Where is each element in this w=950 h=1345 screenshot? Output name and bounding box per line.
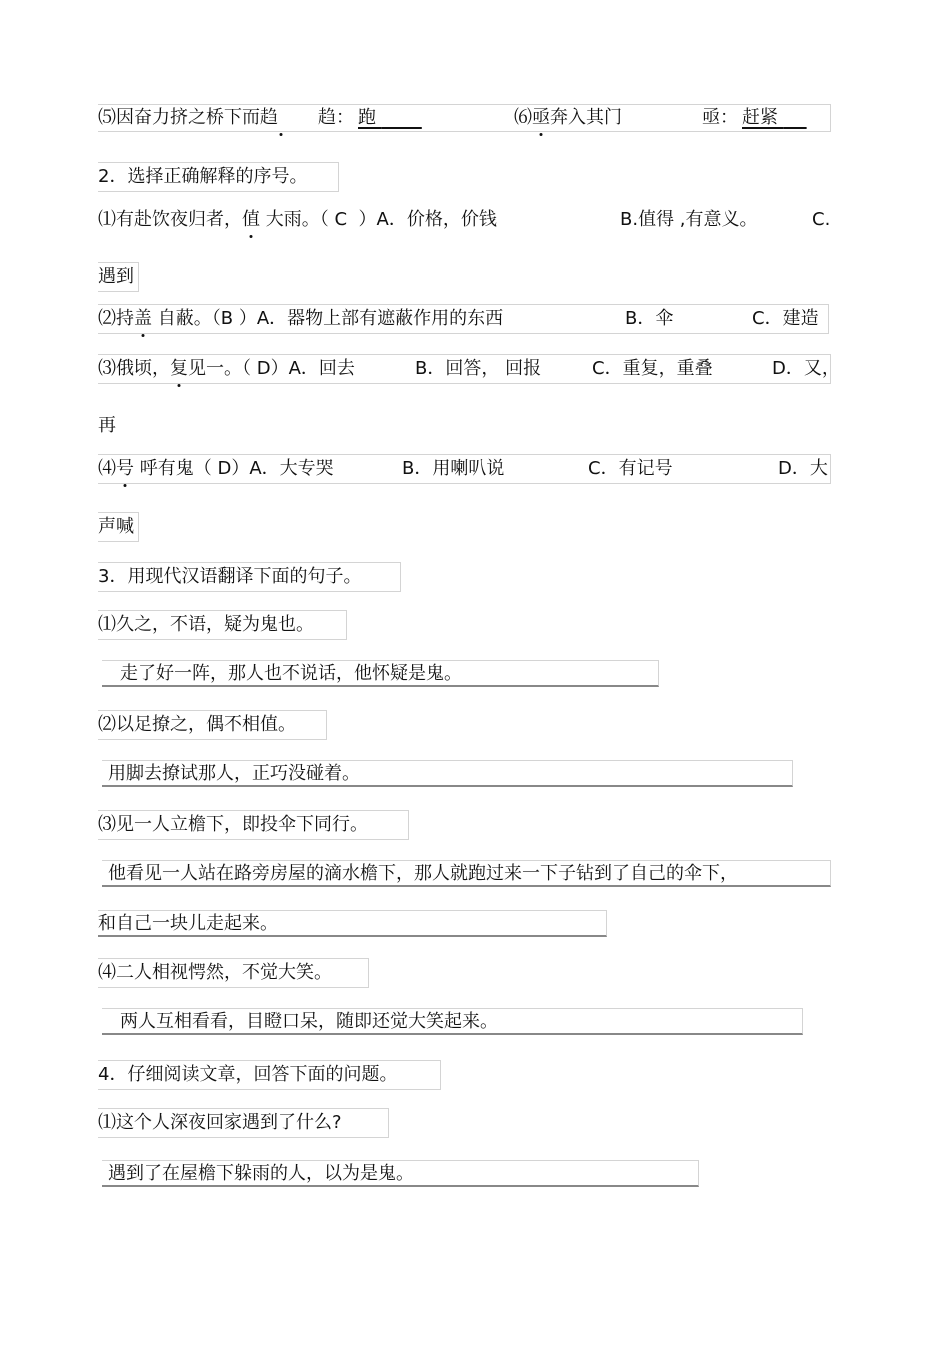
q2-s3-word: 复 (170, 358, 188, 379)
q1-item6-answer (742, 106, 807, 130)
q2-s3-answer: D (256, 358, 271, 379)
q2-s4-option-a: ）A．大专哭 (231, 458, 334, 479)
q2-s4-text-b: 呼有鬼（ (139, 458, 212, 479)
q2-s4-option-c: C．有记号 (588, 458, 673, 479)
q1-item5-key: 趋： (318, 107, 354, 128)
q2-s1-option-b: B.值得 ,有意义。 (620, 209, 758, 230)
q2-s2-text-b: 自蔽。（ (157, 308, 221, 329)
q1-item5-answer-text: 跑 (358, 107, 382, 128)
q4-title: 4．仔细阅读文章，回答下面的问题。 (98, 1064, 398, 1085)
q4-item1: ⑴这个人深夜回家遇到了什么? (98, 1112, 342, 1133)
q2-title: 2．选择正确解释的序号。 (98, 166, 308, 187)
q3-item3: ⑶见一人立檐下，即投伞下同行。 (98, 814, 368, 835)
q2-s2-option-c: C．建造 (752, 308, 819, 329)
q2-s4-option-d: D．大 (778, 458, 828, 479)
emphasis-dot (278, 106, 284, 130)
q2-s3 (98, 357, 355, 381)
q2-s4-text-a: ⑷ (98, 458, 116, 479)
q2-s3-option-a: ）A．回去 (270, 358, 355, 379)
q2-s1-text-a: ⑴有赴饮夜归者， (98, 209, 242, 230)
q1-item6-answer-text: 赶紧 (742, 107, 784, 128)
q3-title: 3．用现代汉语翻译下面的句子。 (98, 566, 362, 587)
q1-item6 (514, 106, 622, 130)
q2-s3-continued: 再 (98, 415, 116, 436)
q2-s3-option-c: C．重复，重叠 (592, 358, 713, 379)
q4-answer1: 遇到了在屋檐下躲雨的人，以为是鬼。 (108, 1163, 414, 1184)
q2-s2-answer: B (220, 308, 234, 329)
q3-item1: ⑴久之，不语，疑为鬼也。 (98, 614, 314, 635)
q3-answer3-line2: 和自己一块儿走起来。 (98, 913, 278, 934)
q2-s1-answer: C (334, 209, 348, 230)
q2-s1-option-a: ）A．价格，价钱 (358, 209, 497, 230)
q3-item2: ⑵以足撩之，偶不相值。 (98, 714, 296, 735)
q2-s2-option-b: B．伞 (625, 308, 674, 329)
q2-s3-text-a: ⑶俄顷， (98, 358, 170, 379)
q2-s3-text-b: 见一。（ (188, 358, 251, 379)
q1-item6-word: 亟 (532, 107, 550, 128)
q1-item5 (98, 106, 284, 130)
q3-answer2: 用脚去撩试那人，正巧没碰着。 (108, 763, 360, 784)
q3-answer3-line1: 他看见一人站在路旁房屋的滴水檐下，那人就跑过来一下子钻到了自己的伞下， (108, 863, 738, 884)
q1-item5-text: ⑸因奋力挤之桥下而趋 (98, 107, 278, 128)
q1-item6-num: ⑹ (514, 107, 532, 128)
q1-item6-key: 亟： (702, 107, 738, 128)
q1-item5-answer (358, 106, 422, 130)
q2-s2-text-a: ⑵持 (98, 308, 134, 329)
q2-s3-option-d: D．又， (772, 358, 840, 379)
q2-s1 (98, 208, 497, 232)
q2-s2-word: 盖 (134, 308, 152, 329)
q2-s3-option-b: B．回答， 回报 (415, 358, 542, 379)
q2-s4 (98, 457, 334, 481)
q2-s1-continued: 遇到 (98, 266, 134, 287)
q2-s2-option-a: ）A．器物上部有遮蔽作用的东西 (238, 308, 504, 329)
q2-s1-word: 值 (242, 209, 260, 230)
q2-s4-answer: D (217, 458, 232, 479)
q3-answer4: 两人互相看看，目瞪口呆，随即还觉大笑起来。 (120, 1011, 498, 1032)
q3-answer1: 走了好一阵，那人也不说话，他怀疑是鬼。 (120, 663, 462, 684)
q2-s4-continued: 声喊 (98, 516, 134, 537)
q2-s4-word: 号 (116, 458, 134, 479)
q2-s1-text-b: 大雨。（ (265, 209, 329, 230)
q3-item4: ⑷二人相视愕然，不觉大笑。 (98, 962, 332, 983)
q1-item6-text: 奔入其门 (550, 107, 622, 128)
q2-s1-option-c: C. (812, 209, 831, 230)
q2-s4-option-b: B．用喇叭说 (402, 458, 505, 479)
q2-s2 (98, 307, 503, 331)
